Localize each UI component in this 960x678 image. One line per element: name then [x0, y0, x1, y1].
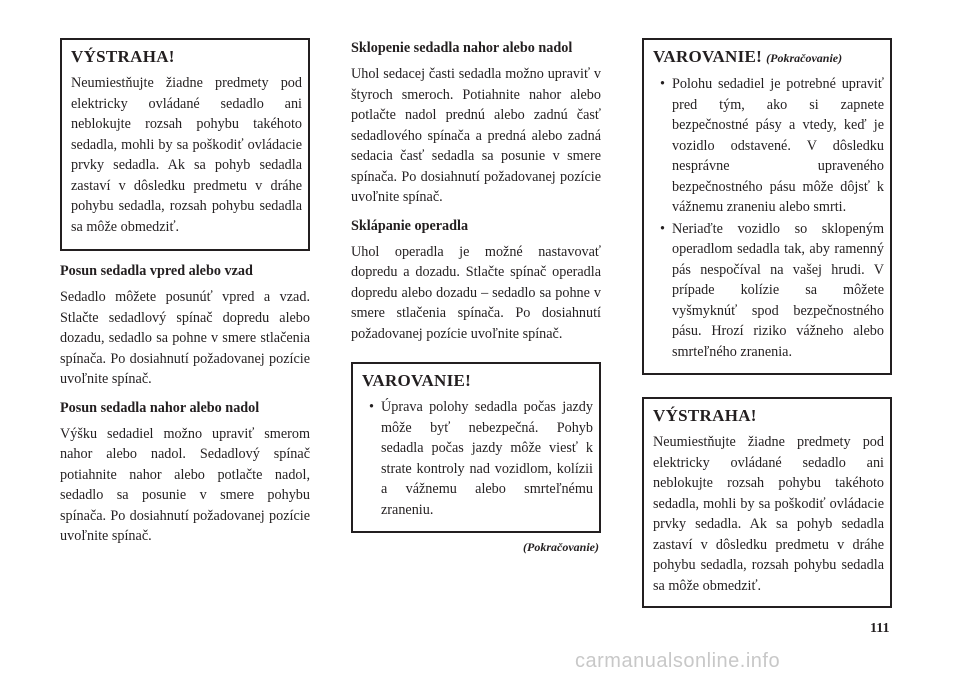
warning-box-vystraha	[642, 397, 892, 608]
column-left	[60, 38, 310, 547]
column-right	[642, 38, 892, 608]
warning-title: VÝSTRAHA!	[71, 47, 175, 66]
column-middle	[351, 38, 601, 555]
warning-box-varovanie-continued	[642, 38, 892, 375]
list-item: • Neriaďte vozidlo so sklopeným operadlom sedadla tak, aby ramenný pás nespočíval na vašej hrudi. V prípade kolízie sa môžete vyšmyknúť spod bezpečnostného pásu. Hrozí riziko vážneho alebo smrteľného zranenia.	[653, 219, 884, 363]
warning-list	[362, 397, 593, 520]
warning-title: VAROVANIE!	[362, 371, 472, 390]
section-text: Uhol operadla je možné nastavovať dopredu a dozadu. Stlačte spínač operadla dopredu alebo dozadu – sedadlo sa pohne v smere stlačenia spínača. Po dosiahnutí požadovanej pozície uvoľnite spínač.	[351, 243, 601, 342]
list-item: • Úprava polohy sedadla počas jazdy môže byť nebezpečná. Pohyb sedadla počas jazdy môže viesť k strate kontroly nad vozidlom, kolízii a vážnemu alebo smrteľnému zraneniu.	[362, 397, 593, 520]
list-item: • Polohu sedadiel je potrebné upraviť pred tým, ako si zapnete bezpečnostné pásy a vtedy, keď je vozidlo odstavené. V dôsledku nesprávne upraveného bezpečnostného pásu môže dôjsť k vážnemu zraneniu alebo smrti.	[653, 74, 884, 218]
section-heading: Sklápanie operadla	[351, 217, 469, 234]
warning-text: Neumiestňujte žiadne predmety pod elektricky ovládané sedadlo ani neblokujte rozsah pohybu takéhoto sedadla, mohli by sa poškodiť ovládacie prvky sedadla. Ak sa pohyb sedadla zastaví v dôsledku predmetu v dráhe pohybu sedadla, rozsah pohybu sedadla sa môže obmedziť.	[71, 75, 302, 235]
warning-text: Neumiestňujte žiadne predmety pod elektricky ovládané sedadlo ani neblokujte rozsah pohybu takéhoto sedadla, mohli by sa poškodiť ovládacie prvky sedadla. Ak sa pohyb sedadla zastaví v dôsledku predmetu v dráhe pohybu sedadla, rozsah pohybu sedadla sa môže obmedziť.	[653, 434, 884, 594]
warning-list	[653, 74, 884, 362]
page-number: 111	[870, 621, 890, 636]
section-text: Uhol sedacej časti sedadla možno upraviť v štyroch smeroch. Potiahnite nahor alebo potlačte nadol prednú alebo zadnú časť sedadlového spínača a predná alebo zadná sedacia časť sedadla sa posunie v smere spínača. Po dosiahnutí požadovanej pozície uvoľnite spínač.	[351, 66, 601, 205]
warning-title-continued: (Pokračovanie)	[766, 51, 843, 65]
section-heading: Sklopenie sedadla nahor alebo nadol	[351, 40, 573, 56]
warning-box-vystraha	[60, 38, 310, 251]
section-heading: Posun sedadla vpred alebo vzad	[60, 263, 253, 279]
warning-title: VÝSTRAHA!	[653, 406, 757, 425]
section-text: Výšku sedadiel možno upraviť smerom nahor alebo nadol. Sedadlový spínač potiahnite nahor alebo potlačte nadol, sedadlo sa posunie v smere pohybu spínača. Po dosiahnutí požadovanej pozície uvoľnite spínač.	[60, 425, 310, 544]
warning-box-varovanie	[351, 362, 601, 533]
watermark: carmanualsonline.info	[575, 650, 781, 672]
section-heading: Posun sedadla nahor alebo nadol	[60, 399, 260, 416]
continued-note: (Pokračovanie)	[523, 540, 599, 554]
warning-title-text: VAROVANIE!	[653, 47, 763, 66]
section-text: Sedadlo môžete posunúť vpred a vzad. Stlačte sedadlový spínač dopredu alebo dozadu, sedadlo sa pohne v smere stlačenia spínača. Po dosiahnutí požadovanej pozície uvoľnite spínač.	[60, 289, 310, 387]
warning-title	[653, 47, 884, 68]
